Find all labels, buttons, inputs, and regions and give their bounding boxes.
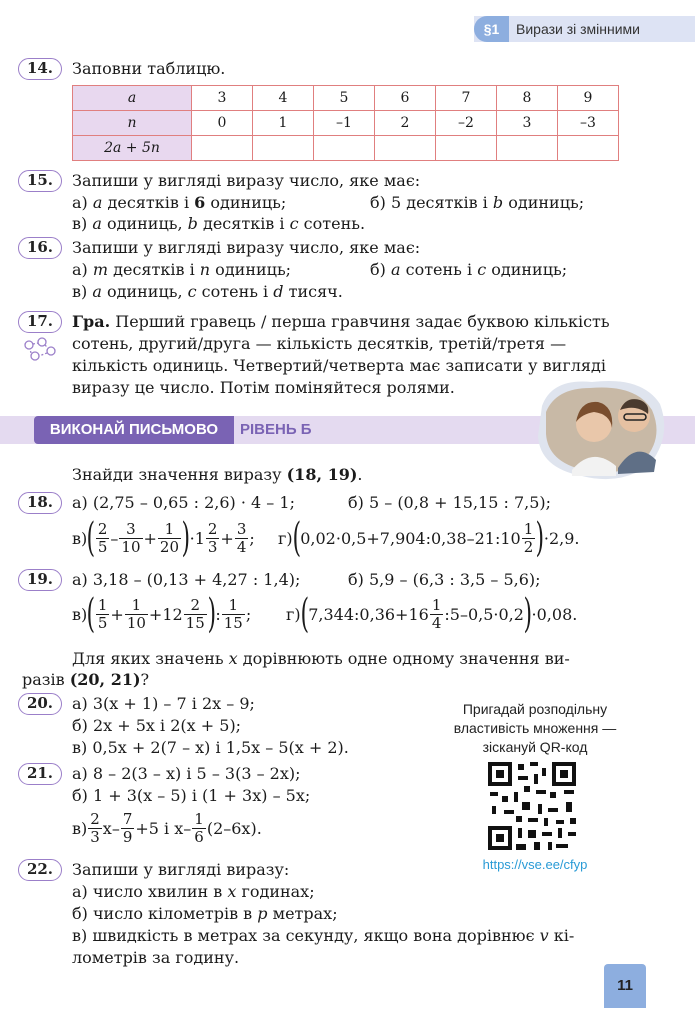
- task-16-a: а) m десятків і n одиниць;: [72, 260, 292, 279]
- task-15-number: 15.: [18, 170, 62, 192]
- task-22-b: б) число кілометрів в p метрах;: [72, 904, 338, 923]
- section-badge: §1: [474, 16, 509, 42]
- task-14-table: a 3 4 5 6 7 8 9 n 0 1 –1 2 –2 3 –3 2a + 5n: [72, 85, 619, 161]
- task-15-a: а) a десятків і 6 одиниць;: [72, 193, 287, 212]
- task-18-number: 18.: [18, 492, 62, 514]
- students-photo: [532, 376, 666, 482]
- task-19-number: 19.: [18, 569, 62, 591]
- qr-note-l1: Пригадай розподільну: [462, 701, 608, 717]
- intro-2-l1: Для яких значень x дорівнюють одне одному значення ви-: [72, 649, 570, 668]
- task-20-number: 20.: [18, 693, 62, 715]
- task-20-a: а) 3(x + 1) – 7 і 2x – 9;: [72, 694, 255, 713]
- task-18-c: в) ( $\frac{2}{5}$ – $\frac{3}{10}$ + $\frac{1}{20}$ ) ·1 $\frac{2}{3}$ + $\frac{3}{4}$ ;: [72, 515, 255, 561]
- task-15-text: Запиши у вигляді виразу число, яке має:: [72, 171, 421, 190]
- blank-cell[interactable]: [436, 136, 497, 161]
- task-17-l2: сотень, другий/друга — кількість десятків, третій/третя —: [72, 334, 567, 353]
- task-18-d: г) ( 0,02·0,5+7,904:0,38–21:10 $\frac{1}{2}$ ) ·2,9.: [278, 515, 580, 561]
- task-17-l3: кількість одиниць. Четвертий/четверта має записати у вигляді: [72, 356, 606, 375]
- task-22-a: а) число хвилин в x годинах;: [72, 882, 315, 901]
- task-16-b: б) a сотень і c одиниць;: [370, 260, 568, 279]
- page-number: 11: [604, 964, 646, 1008]
- task-15-b: б) 5 десятків і b одиниць;: [370, 193, 585, 212]
- task-20-c: в) 0,5x + 2(7 – x) і 1,5x – 5(x + 2).: [72, 738, 349, 757]
- task-18-a: а) (2,75 – 0,65 : 2,6) · 4 – 1;: [72, 493, 295, 512]
- task-16-c: в) a одиниць, c сотень і d тисяч.: [72, 282, 343, 301]
- task-19-d: г) ( 7,344:0,36+16 $\frac{1}{4}$ :5–0,5·0,2 ) ·0,08.: [286, 591, 578, 637]
- task-16-text: Запиши у вигляді виразу число, яке має:: [72, 238, 421, 257]
- task-16-number: 16.: [18, 237, 62, 259]
- task-17-l1: Гра. Перший гравець / перша гравчиня задає буквою кількість: [72, 312, 610, 331]
- task-21-b: б) 1 + 3(x – 5) і (1 + 3x) – 5x;: [72, 786, 311, 805]
- task-22-d: лометрів за годину.: [72, 948, 240, 967]
- banner-title: ВИКОНАЙ ПИСЬМОВО: [34, 416, 234, 444]
- task-18-b: б) 5 – (0,8 + 15,15 : 7,5);: [348, 493, 552, 512]
- task-17-l4: виразу це число. Потім поміняйтеся ролями.: [72, 378, 455, 397]
- task-19-b: б) 5,9 – (6,3 : 3,5 – 5,6);: [348, 570, 541, 589]
- task-14-text: Заповни таблицю.: [72, 59, 226, 78]
- task-21-c: в) $\frac{2}{3}$ x– $\frac{7}{9}$ +5 і x– $\frac{1}{6}$ (2–6x).: [72, 809, 262, 846]
- task-17-number: 17.: [18, 311, 62, 333]
- blank-cell[interactable]: [558, 136, 619, 161]
- qr-note-l3: зіскануй QR-код: [482, 739, 588, 755]
- intro-1: Знайди значення виразу (18, 19).: [72, 465, 363, 484]
- task-19-a: а) 3,18 – (0,13 + 4,27 : 1,4);: [72, 570, 301, 589]
- task-22-number: 22.: [18, 859, 62, 881]
- blank-cell[interactable]: [497, 136, 558, 161]
- task-21-number: 21.: [18, 763, 62, 785]
- qr-note-l2: властивість множення —: [453, 720, 617, 736]
- section-title: Вирази зі змінними: [516, 21, 641, 37]
- task-20-b: б) 2x + 5x і 2(x + 5);: [72, 716, 242, 735]
- qr-link[interactable]: https://vse.ee/cfyp: [482, 857, 588, 872]
- blank-cell[interactable]: [253, 136, 314, 161]
- task-19-c: в) ( $\frac{1}{5}$ + $\frac{1}{10}$ + 12 $\frac{2}{15}$ ) : $\frac{1}{15}$ ;: [72, 591, 252, 637]
- blank-cell[interactable]: [375, 136, 436, 161]
- banner-level: РІВЕНЬ Б: [240, 421, 312, 438]
- row-label-expr: 2a + 5n: [73, 136, 192, 161]
- task-21-a: а) 8 – 2(3 – x) і 5 – 3(3 – 2x);: [72, 764, 301, 783]
- task-22-c: в) швидкість в метрах за секунду, якщо вона дорівнює v кі-: [72, 926, 575, 945]
- game-icon: [22, 336, 58, 362]
- blank-cell[interactable]: [192, 136, 253, 161]
- row-label-n: n: [73, 111, 192, 136]
- qr-code-icon[interactable]: [488, 762, 576, 850]
- task-22-text: Запиши у вигляді виразу:: [72, 860, 290, 879]
- row-label-a: a: [73, 86, 192, 111]
- intro-2-l2: разів (20, 21)?: [22, 670, 150, 689]
- blank-cell[interactable]: [314, 136, 375, 161]
- task-15-c: в) a одиниць, b десятків і c сотень.: [72, 214, 366, 233]
- task-14-number: 14.: [18, 58, 62, 80]
